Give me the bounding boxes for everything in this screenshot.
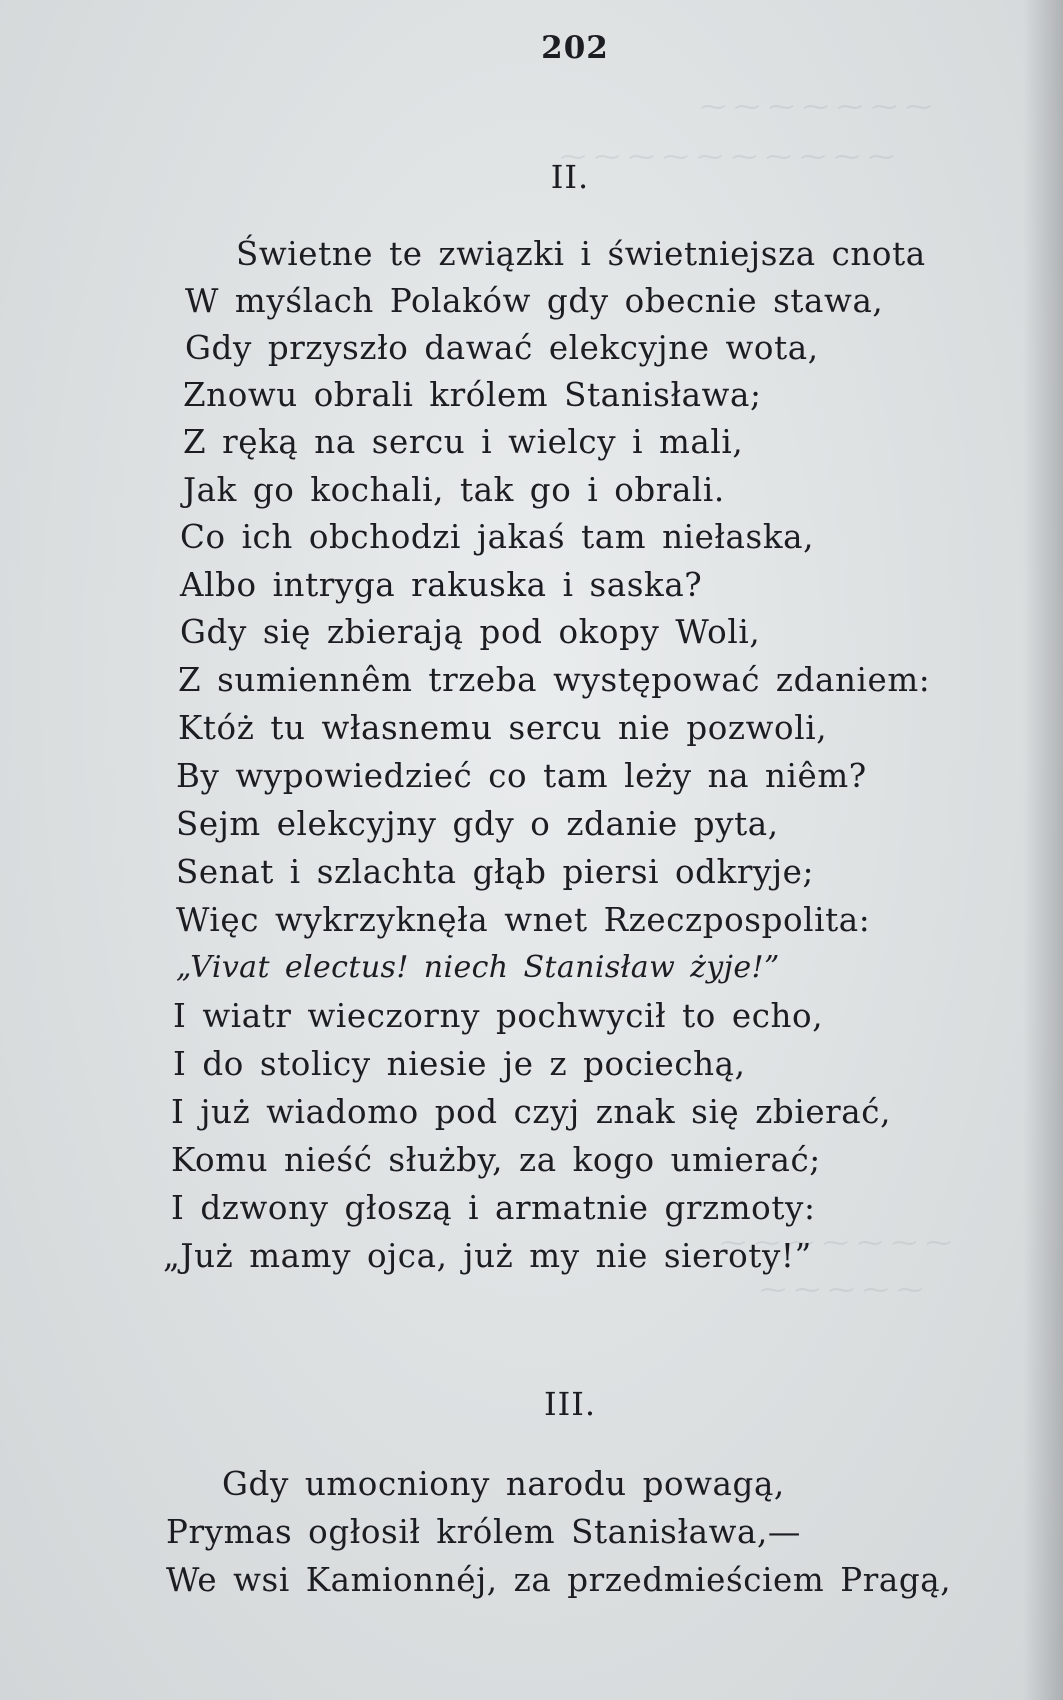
verse-line-quotation: „Vivat electus! niech Stanisław żyje!” [176,950,780,985]
verse-line: Co ich obchodzi jakaś tam niełaska, [180,518,815,556]
verse-line: Jak go kochali, tak go i obrali. [183,471,725,509]
verse-line: I do stolicy niesie je z pociechą, [173,1045,746,1083]
verse-line: Albo intryga rakuska i saska? [180,566,703,604]
verse-line-quotation: „Już mamy ojca, już my nie sieroty!” [163,1237,812,1275]
bleed-through-text: ⁓ ⁓ ⁓ ⁓ ⁓ [760,1275,924,1305]
verse-line: I wiatr wieczorny pochwycił to echo, [173,997,824,1035]
verse-line: Więc wykrzyknęła wnet Rzeczpospolita: [176,901,871,939]
verse-line: Prymas ogłosił królem Stanisława,— [166,1513,801,1551]
verse-line: W myślach Polaków gdy obecnie stawa, [185,282,884,320]
verse-line: Sejm elekcyjny gdy o zdanie pyta, [176,805,779,843]
verse-line: Gdy się zbierają pod okopy Woli, [180,613,761,651]
verse-line: By wypowiedzieć co tam leży na niêm? [176,757,867,795]
verse-line: Gdy umocniony narodu powagą, [222,1465,785,1503]
verse-line: I już wiadomo pod czyj znak się zbierać, [171,1093,891,1131]
verse-line: Z sumiennêm trzeba występować zdaniem: [178,661,931,699]
page-edge-shadow [1023,0,1063,1700]
bleed-through-text: ⁓ ⁓ ⁓ ⁓ ⁓ ⁓ ⁓ ⁓ ⁓ ⁓ [560,142,895,172]
section-heading-ii: II. [550,158,590,196]
verse-line: We wsi Kamionnéj, za przedmieściem Pragą, [166,1561,952,1599]
section-heading-iii: III. [543,1385,597,1423]
page-number: 202 [541,30,609,66]
verse-line: Któż tu własnemu sercu nie pozwoli, [178,709,828,747]
verse-line: Komu nieść służby, za kogo umierać; [171,1141,821,1179]
verse-line: Z ręką na sercu i wielcy i mali, [183,423,744,461]
bleed-through-text: ⁓ ⁓ ⁓ ⁓ ⁓ ⁓ ⁓ [700,92,932,122]
verse-line: Świetne te związki i świetniejsza cnota [236,235,926,273]
verse-line: I dzwony głoszą i armatnie grzmoty: [171,1189,816,1227]
verse-line: Znowu obrali królem Stanisława; [183,376,762,414]
verse-line: Senat i szlachta głąb piersi odkryje; [176,853,815,891]
verse-line: Gdy przyszło dawać elekcyjne wota, [185,329,819,367]
bleed-through-text: ⁓ ⁓ ⁓ ⁓ ⁓ ⁓ ⁓ [720,1228,952,1258]
